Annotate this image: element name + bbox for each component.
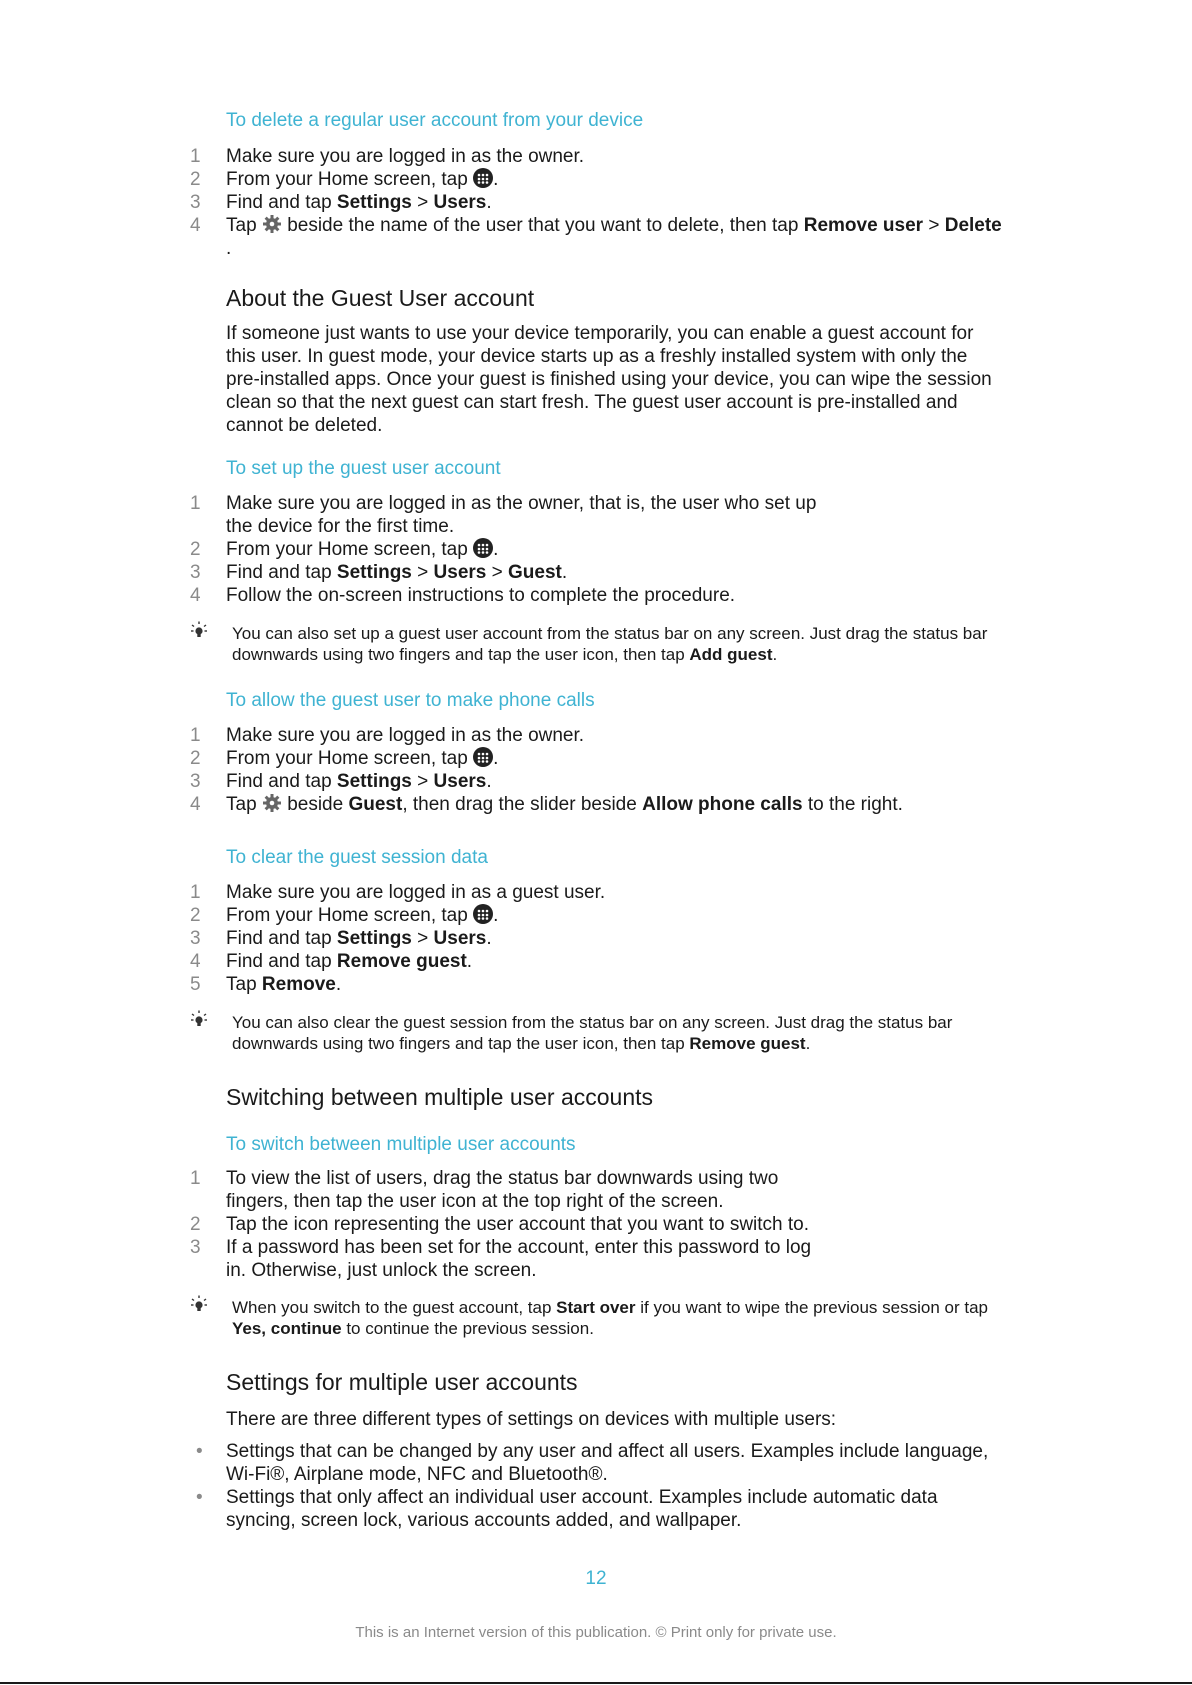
ui-term: Guest (508, 562, 562, 583)
ui-term: Yes, continue (232, 1319, 342, 1338)
ui-term: Guest (348, 794, 403, 815)
step (190, 214, 1010, 260)
apps-grid-icon (473, 904, 493, 924)
step-text-end: . (466, 951, 473, 972)
bottom-divider (0, 1682, 1192, 1684)
lightbulb-icon (190, 1010, 208, 1028)
lightbulb-icon (190, 1295, 208, 1313)
separator: > (411, 192, 434, 213)
ui-term: Remove user (803, 215, 924, 236)
paragraph-guest-account: If someone just wants to use your device temporarily, you can enable a guest account for this user. In guest mode, your device starts up as a freshly installed system with only the pre-installed apps. Once your guest is finished using your device, you can wipe the session clean so that the next guest can start fresh. The guest user account is pre-installed and cannot be deleted. (226, 323, 992, 436)
bullet: • (196, 1441, 203, 1462)
ui-term: Remove guest (689, 1034, 806, 1053)
step (190, 881, 1010, 904)
step-number: 4 (190, 215, 201, 236)
step-number: 4 (190, 794, 201, 815)
step-text: beside the name of the user that you want to delete, then tap (281, 215, 804, 236)
steps-setup-guest (190, 492, 1010, 607)
ui-term: Settings (336, 771, 412, 792)
step (190, 584, 1010, 607)
step-number: 2 (190, 1214, 201, 1235)
step-text-end: . (486, 928, 492, 949)
step-text: Follow the on-screen instructions to complete the procedure. (226, 585, 736, 606)
ui-term: Add guest (689, 645, 773, 664)
steps-delete-user (190, 145, 1010, 260)
step-text: Make sure you are logged in as the owner. (226, 146, 585, 167)
step-number: 3 (190, 192, 201, 213)
step-number: 2 (190, 748, 201, 769)
step-number: 3 (190, 562, 201, 583)
step (190, 492, 1010, 538)
procedure-heading-delete-user: To delete a regular user account from your device (226, 110, 644, 131)
separator: > (411, 928, 434, 949)
ui-term: Settings (336, 928, 412, 949)
settings-types-list (190, 1440, 1010, 1532)
step-text: Tap (226, 794, 262, 815)
step (190, 561, 1010, 584)
step (190, 168, 1010, 191)
gear-icon (262, 214, 282, 234)
step (190, 793, 1010, 816)
procedure-heading-switch-users: To switch between multiple user accounts (226, 1134, 576, 1155)
gear-icon (262, 793, 282, 813)
ui-term: Settings (336, 562, 412, 583)
step-text: If a password has been set for the account, enter this password to log in. Otherwise, just unlock the screen. (226, 1237, 812, 1281)
step-text: Tap (226, 215, 262, 236)
ui-term: Start over (556, 1298, 636, 1317)
step-number: 1 (190, 725, 201, 746)
steps-clear-guest (190, 881, 1010, 996)
tip-text-part: You can also clear the guest session from the status bar on any screen. Just drag the status bar downwards using two fingers and tap the user icon, then tap (232, 1013, 953, 1053)
step-text-end: . (493, 169, 499, 190)
step (190, 191, 1010, 214)
section-title-settings-multiple: Settings for multiple user accounts (226, 1369, 578, 1395)
step-number: 2 (190, 905, 201, 926)
step-number: 1 (190, 1168, 201, 1189)
step-text: Find and tap (226, 562, 337, 583)
step-text: From your Home screen, tap (226, 905, 474, 926)
step (190, 1236, 1010, 1282)
section-title-switching: Switching between multiple user accounts (226, 1084, 654, 1110)
separator: > (411, 771, 434, 792)
list-item (190, 1440, 1010, 1486)
step-text: From your Home screen, tap (226, 169, 474, 190)
ui-term: Users (433, 928, 487, 949)
lightbulb-icon (190, 621, 208, 639)
step-text-end: . (226, 238, 232, 259)
ui-term: Users (433, 192, 487, 213)
step-number: 2 (190, 169, 201, 190)
step (190, 973, 1010, 996)
step (190, 770, 1010, 793)
step-number: 1 (190, 882, 201, 903)
ui-term: Settings (336, 192, 412, 213)
step-text: From your Home screen, tap (226, 748, 474, 769)
separator: > (411, 562, 434, 583)
step-text: Find and tap (226, 771, 337, 792)
step (190, 538, 1010, 561)
step-number: 5 (190, 974, 201, 995)
ui-term: Remove guest (336, 951, 467, 972)
step (190, 1213, 1010, 1236)
step-text-end: . (561, 562, 568, 583)
steps-switch-users (190, 1167, 1010, 1282)
step-text-end: . (493, 539, 499, 560)
page-number: 12 (585, 1568, 607, 1589)
step-text: Tap the icon representing the user account that you want to switch to. (226, 1214, 810, 1235)
tip-clear-guest (190, 1012, 1010, 1054)
step-text: Tap (226, 974, 262, 995)
procedure-heading-setup-guest: To set up the guest user account (226, 458, 501, 479)
step-text-end: . (335, 974, 342, 995)
tip-text-part: You can also set up a guest user account from the status bar on any screen. Just drag the status bar downwards using two fingers and tap the user icon, then tap (232, 624, 988, 664)
step-text: beside (281, 794, 349, 815)
step-text-end: . (486, 192, 492, 213)
tip-text-part: When you switch to the guest account, tap (232, 1298, 557, 1317)
ui-term: Delete (944, 215, 1002, 236)
step-number: 3 (190, 928, 201, 949)
step (190, 1167, 1010, 1213)
step (190, 904, 1010, 927)
step-number: 2 (190, 539, 201, 560)
separator: > (923, 215, 945, 236)
apps-grid-icon (473, 747, 493, 767)
separator: > (486, 562, 509, 583)
procedure-heading-clear-guest: To clear the guest session data (226, 847, 488, 868)
step-number: 3 (190, 771, 201, 792)
step-text: , then drag the slider beside (402, 794, 643, 815)
procedure-heading-guest-calls: To allow the guest user to make phone calls (226, 690, 595, 711)
step-text-end: to the right. (802, 794, 903, 815)
list-item-text: Settings that only affect an individual user account. Examples include automatic data syncing, screen lock, various accounts added, and wallpaper. (226, 1487, 938, 1531)
step-text: Make sure you are logged in as a guest user. (226, 882, 606, 903)
step-text: From your Home screen, tap (226, 539, 474, 560)
tip-text-end: . (805, 1034, 811, 1053)
steps-guest-calls (190, 724, 1010, 816)
ui-term: Users (433, 771, 487, 792)
step (190, 724, 1010, 747)
section-title-guest-account: About the Guest User account (226, 285, 535, 311)
footer-notice: This is an Internet version of this publication. © Print only for private use. (355, 1624, 837, 1641)
step-text: Find and tap (226, 192, 337, 213)
step-text: Make sure you are logged in as the owner. (226, 725, 585, 746)
tip-setup-guest (190, 623, 1010, 665)
tip-text-part: if you want to wipe the previous session or tap (635, 1298, 988, 1317)
step-number: 1 (190, 146, 201, 167)
apps-grid-icon (473, 538, 493, 558)
step (190, 747, 1010, 770)
tip-text-end: . (772, 645, 778, 664)
list-item-text: Settings that can be changed by any user and affect all users. Examples include language, Wi-Fi®, Airplane mode, NFC and Bluetooth®. (226, 1441, 989, 1485)
ui-term: Remove (261, 974, 336, 995)
tip-text (232, 1012, 1010, 1054)
step (190, 145, 1010, 168)
step-text-end: . (493, 905, 499, 926)
step-text-end: . (486, 771, 492, 792)
step-number: 1 (190, 493, 201, 514)
step (190, 950, 1010, 973)
paragraph-settings-types: There are three different types of settings on devices with multiple users: (226, 1409, 837, 1430)
list-item (190, 1486, 1010, 1532)
step-text-end: . (493, 748, 499, 769)
tip-switch-users (190, 1297, 1010, 1339)
ui-term: Allow phone calls (642, 794, 803, 815)
tip-text-end: to continue the previous session. (341, 1319, 594, 1338)
step-number: 4 (190, 585, 201, 606)
step-text: Make sure you are logged in as the owner, that is, the user who set up the device for the first time. (226, 493, 817, 537)
step (190, 927, 1010, 950)
step-number: 3 (190, 1237, 201, 1258)
tip-text (232, 1297, 1010, 1339)
apps-grid-icon (473, 168, 493, 188)
step-text: To view the list of users, drag the status bar downwards using two fingers, then tap the user icon at the top right of the screen. (226, 1168, 779, 1212)
step-text: Find and tap (226, 928, 337, 949)
bullet: • (196, 1487, 203, 1508)
ui-term: Users (433, 562, 487, 583)
tip-text (232, 623, 1010, 665)
step-text: Find and tap (226, 951, 337, 972)
step-number: 4 (190, 951, 201, 972)
